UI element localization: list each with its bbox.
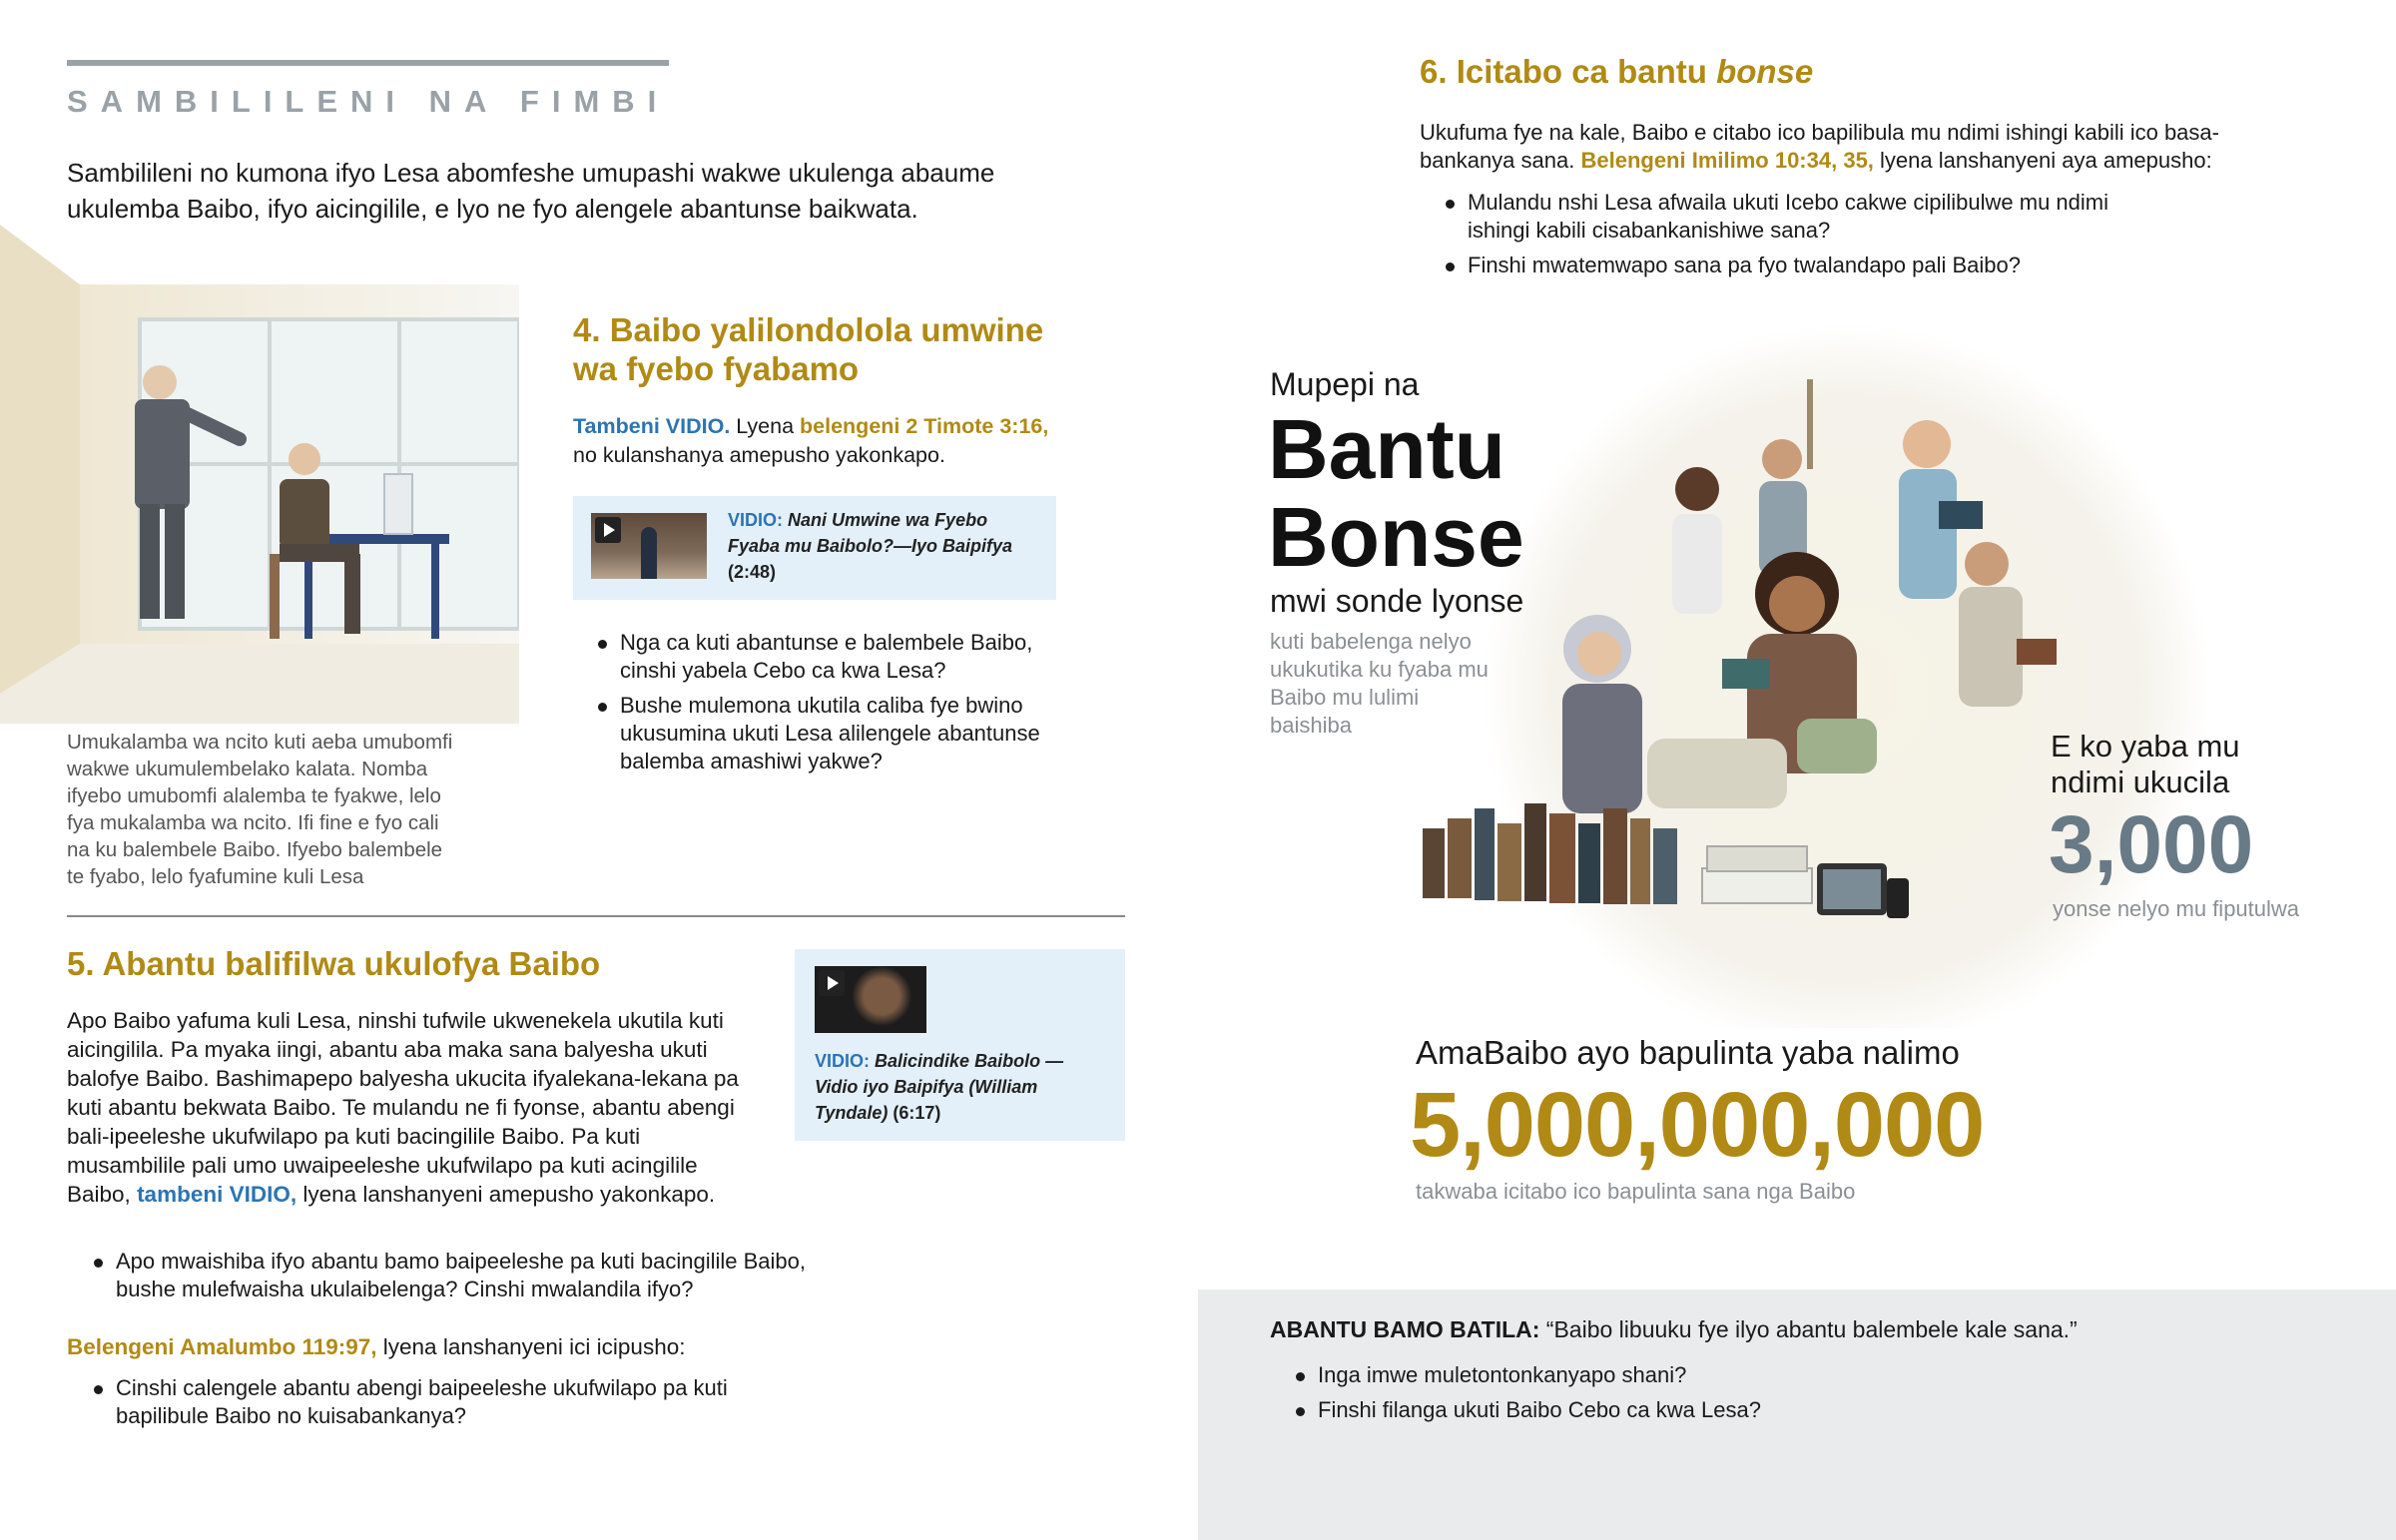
section-6-body (1420, 119, 2278, 175)
video-label: VIDIO: (728, 510, 784, 530)
printed-head: AmaBaibo ayo bapulinta yaba nalimo (1416, 1034, 1960, 1071)
video-name: Balicindike Baibolo —Vidio iyo Baipifya (William Tyndale) (815, 1051, 1064, 1123)
section-6-title (1420, 53, 2118, 92)
section-5-title: 5. Abantu balifilwa ukulofya Baibo (67, 945, 601, 982)
play-icon[interactable] (595, 517, 621, 543)
section-label: SAMBILILENI NA FIMBI (67, 84, 670, 119)
languages-number: 3,000 (2049, 799, 2254, 890)
infographic-big-2: Bonse (1268, 490, 1524, 584)
languages-note: yonse nelyo mu fiputulwa (2053, 896, 2300, 921)
watch-video-link[interactable]: Tambeni VIDIO. (573, 414, 731, 438)
section-6-body-a: Ukufuma fye na kale, Baibo e citabo ico bapilibula mu ndimi ishingi kabili ico basa-bankanya sana. (1420, 120, 2219, 173)
section-4-title (573, 311, 1092, 389)
section-5-body (67, 1006, 761, 1209)
video-thumbnail[interactable] (815, 966, 926, 1033)
list-item: Nga ca kuti abantunse e balembele Baibo, cinshi yabela Cebo ca kwa Lesa? (596, 629, 1075, 685)
play-icon[interactable] (819, 970, 845, 996)
infographic-pre: Mupepi na (1270, 366, 1420, 402)
scripture-link[interactable]: Belengeni Amalumbo 119:97, (67, 1334, 377, 1359)
others-say-panel (1198, 1289, 2396, 1540)
video-box-s4[interactable] (573, 496, 1056, 600)
section-6-questions (1444, 189, 2162, 286)
instr-mid: Lyena (730, 414, 801, 438)
section-6-body-b: lyena lanshanyeni aya amepusho: (1873, 148, 2212, 173)
video-title-s5 (815, 1048, 1104, 1126)
read-rest: lyena lanshanyeni ici icipusho: (376, 1334, 686, 1359)
languages-head: E ko yaba mu ndimi ukucila (2051, 729, 2240, 799)
section-4-instructions (573, 412, 1092, 470)
list-item: Inga imwe muletontonkanyapo shani? (1294, 1361, 2192, 1389)
video-name: Nani Umwine wa Fyebo Fyaba mu Baibolo?—Iyo Baipifya (728, 510, 1013, 556)
section-4-title-line2: wa fyebo fyabamo (573, 349, 860, 387)
video-label: VIDIO: (815, 1051, 871, 1071)
speaker-figure (641, 527, 657, 579)
video-box-s5[interactable] (795, 949, 1125, 1141)
video-thumbnail[interactable] (591, 513, 707, 579)
list-item: Finshi filanga ukuti Baibo Cebo ca kwa Lesa? (1294, 1396, 2192, 1424)
scripture-link[interactable]: belengeni 2 Timote 3:16, (800, 414, 1049, 438)
infographic-note: kuti babelenga nelyo ukukutika ku fyaba mu Baibo mu lulimi baishiba (1270, 629, 1489, 738)
others-say-label: ABANTU BAMO BATILA: (1270, 1316, 1540, 1342)
video-duration: (2:48) (728, 562, 777, 582)
printed-note: takwaba icitabo ico bapulinta sana nga Baibo (1416, 1179, 1856, 1204)
office-illustration (0, 225, 519, 724)
section-5-read (67, 1332, 766, 1361)
scripture-link[interactable]: Belengeni Imilimo 10:34, 35, (1580, 148, 1874, 173)
section-4-questions (596, 629, 1075, 782)
section-6-title-italic: bonse (1716, 53, 1814, 90)
section-5-question-2 (92, 1374, 791, 1437)
section-6-title-plain: 6. Icitabo ca bantu (1420, 53, 1717, 90)
list-item: Apo mwaishiba ifyo abantu bamo baipeeleshe pa kuti bacingilile Baibo, bushe mulefwaisha ukulaibelenga? Cinshi mwalandila ifyo? (92, 1248, 861, 1303)
divider (67, 915, 1125, 917)
illustration-caption: Umukalamba wa ncito kuti aeba umubomfi wakwe ukumulembelako kalata. Nomba ifyebo umubomfi alalemba te fyakwe, lelo fya mukalamba wa ncito. Ifi fine e fyo cali na ku balembele Baibo. Ifyebo balembele te fyabo, lelo fyafumine kuli Lesa (67, 731, 453, 888)
others-say-questions (1294, 1361, 2192, 1431)
list-item: Bushe mulemona ukutila caliba fye bwino ukusumina ukuti Lesa alilengele abantunse balemba amashiwi yakwe? (596, 692, 1075, 775)
list-item: Finshi mwatemwapo sana pa fyo twalandapo pali Baibo? (1444, 252, 2162, 279)
others-say-text (1270, 1315, 2368, 1344)
intro-rule (67, 60, 669, 66)
instr-end: no kulanshanya amepusho yakonkapo. (573, 443, 945, 467)
section-5-questions (92, 1248, 861, 1310)
watch-video-link[interactable]: tambeni VIDIO, (137, 1182, 298, 1207)
infographic-big-1: Bantu (1268, 402, 1505, 496)
others-say-quote: “Baibo libuuku fye ilyo abantu balembele kale sana.” (1539, 1316, 2078, 1342)
printed-number: 5,000,000,000 (1410, 1074, 1985, 1176)
list-item: Cinshi calengele abantu abengi baipeeleshe ukufwilapo pa kuti bapilibule Baibo no kuisabankanya? (92, 1374, 791, 1430)
list-item: Mulandu nshi Lesa afwaila ukuti Icebo cakwe cipilibulwe mu ndimi ishingi kabili cisabankanishiwe sana? (1444, 189, 2162, 245)
section-5-body-a: Apo Baibo yafuma kuli Lesa, ninshi tufwile ukwenekela ukutila kuti aicingilila. Pa myaka iingi, abantu aba maka sana balyesha ukuti balofye Baibo. Bashimapepo balyesha ukucita ifyalekana-lekana pa kuti abantu bekwata Baibo. Te mulandu ne fi fyonse, abantu abengi bali-ipeeleshe ukufwilapo pa kuti bacingilile Baibo. Pa kuti musambilile pali umo uwaipeeleshe ukufwilapo pa kuti acingilile Baibo, (67, 1008, 739, 1207)
intro-text: Sambilileni no kumona ifyo Lesa abomfeshe umupashi wakwe ukulenga abaume ukulemba Baibo, ifyo aicingilile, e lyo ne fyo alengele abantunse baikwata. (67, 158, 995, 224)
infographic-sub: mwi sonde lyonse (1270, 583, 1524, 619)
section-5-body-b: lyena lanshanyeni amepusho yakonkapo. (297, 1182, 716, 1207)
video-title-s4 (728, 507, 1037, 585)
section-4-title-line1: 4. Baibo yalilondolola umwine (573, 311, 1044, 348)
video-duration: (6:17) (893, 1103, 941, 1123)
